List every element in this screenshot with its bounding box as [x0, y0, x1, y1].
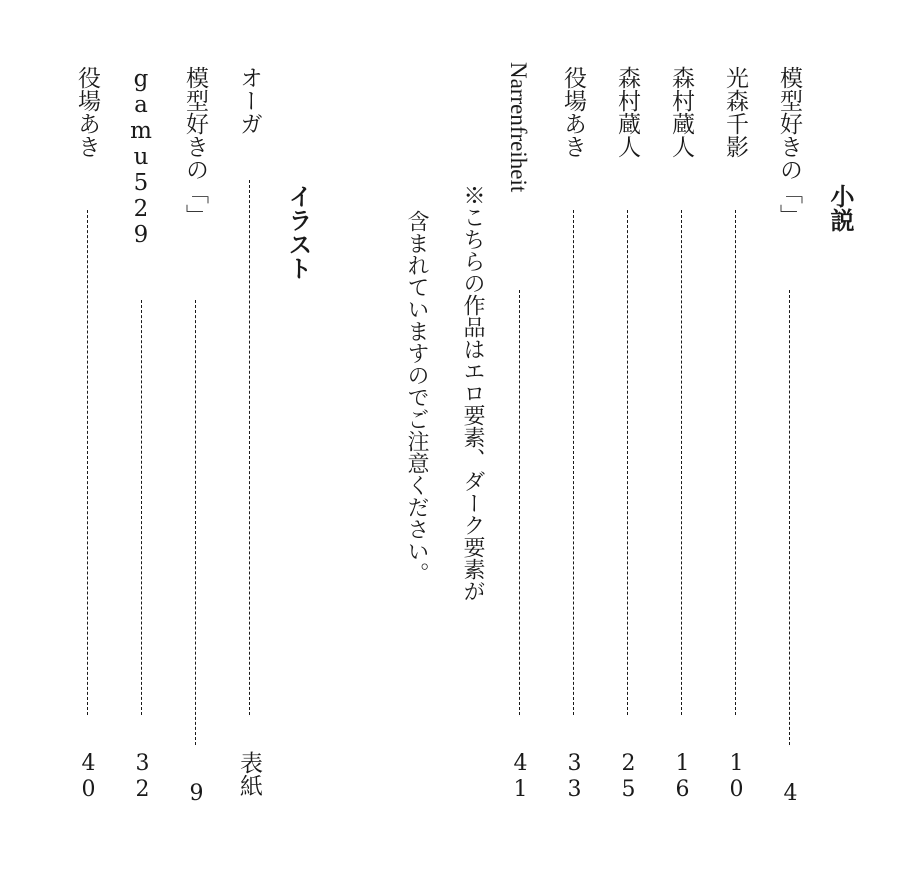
toc-entry-title: 役場あき	[74, 66, 100, 158]
note-line-1: ※こちらの作品はエロ要素、ダーク要素が	[460, 184, 485, 602]
content-warning-note	[388, 184, 500, 744]
toc-leader-line	[573, 210, 574, 715]
toc-entry-title: 光森千影	[722, 66, 748, 158]
toc-entry-page: 32	[130, 751, 155, 803]
toc-entry-title: gamu529	[128, 66, 154, 248]
note-line-2: 含まれていますのでご注意ください。	[404, 210, 429, 584]
toc-entry-page: 9	[184, 781, 209, 807]
toc-entry-page: 10	[724, 751, 749, 803]
novels-heading: 小説	[826, 184, 854, 232]
toc-entry-page: 25	[616, 751, 641, 803]
toc-leader-line	[195, 300, 196, 745]
toc-entry-title: 模型好きの「」	[182, 66, 208, 227]
toc-leader-line	[141, 300, 142, 715]
toc-leader-line	[627, 210, 628, 715]
toc-entry-page: 40	[76, 751, 101, 803]
toc-entry-title: オーガ	[236, 66, 262, 135]
toc-entry-title: 模型好きの「」	[776, 66, 802, 227]
toc-leader-line	[735, 210, 736, 715]
toc-entry-page: 41	[508, 751, 533, 803]
toc-entry-title: 役場あき	[560, 66, 586, 158]
toc-entry-page: 16	[670, 751, 695, 803]
toc-entry-page: 4	[778, 781, 803, 807]
toc-entry-title: Narrenfreiheit	[506, 62, 531, 193]
toc-leader-line	[519, 290, 520, 715]
illustrations-heading: イラスト	[284, 184, 312, 280]
toc-leader-line	[87, 210, 88, 715]
toc-entry-title: 森村蔵人	[614, 66, 640, 158]
toc-leader-line	[789, 290, 790, 745]
toc-entry-title: 森村蔵人	[668, 66, 694, 158]
toc-entry-page: 33	[562, 751, 587, 803]
toc-entry-page: 表紙	[236, 751, 262, 797]
toc-leader-line	[681, 210, 682, 715]
toc-leader-line	[249, 180, 250, 715]
